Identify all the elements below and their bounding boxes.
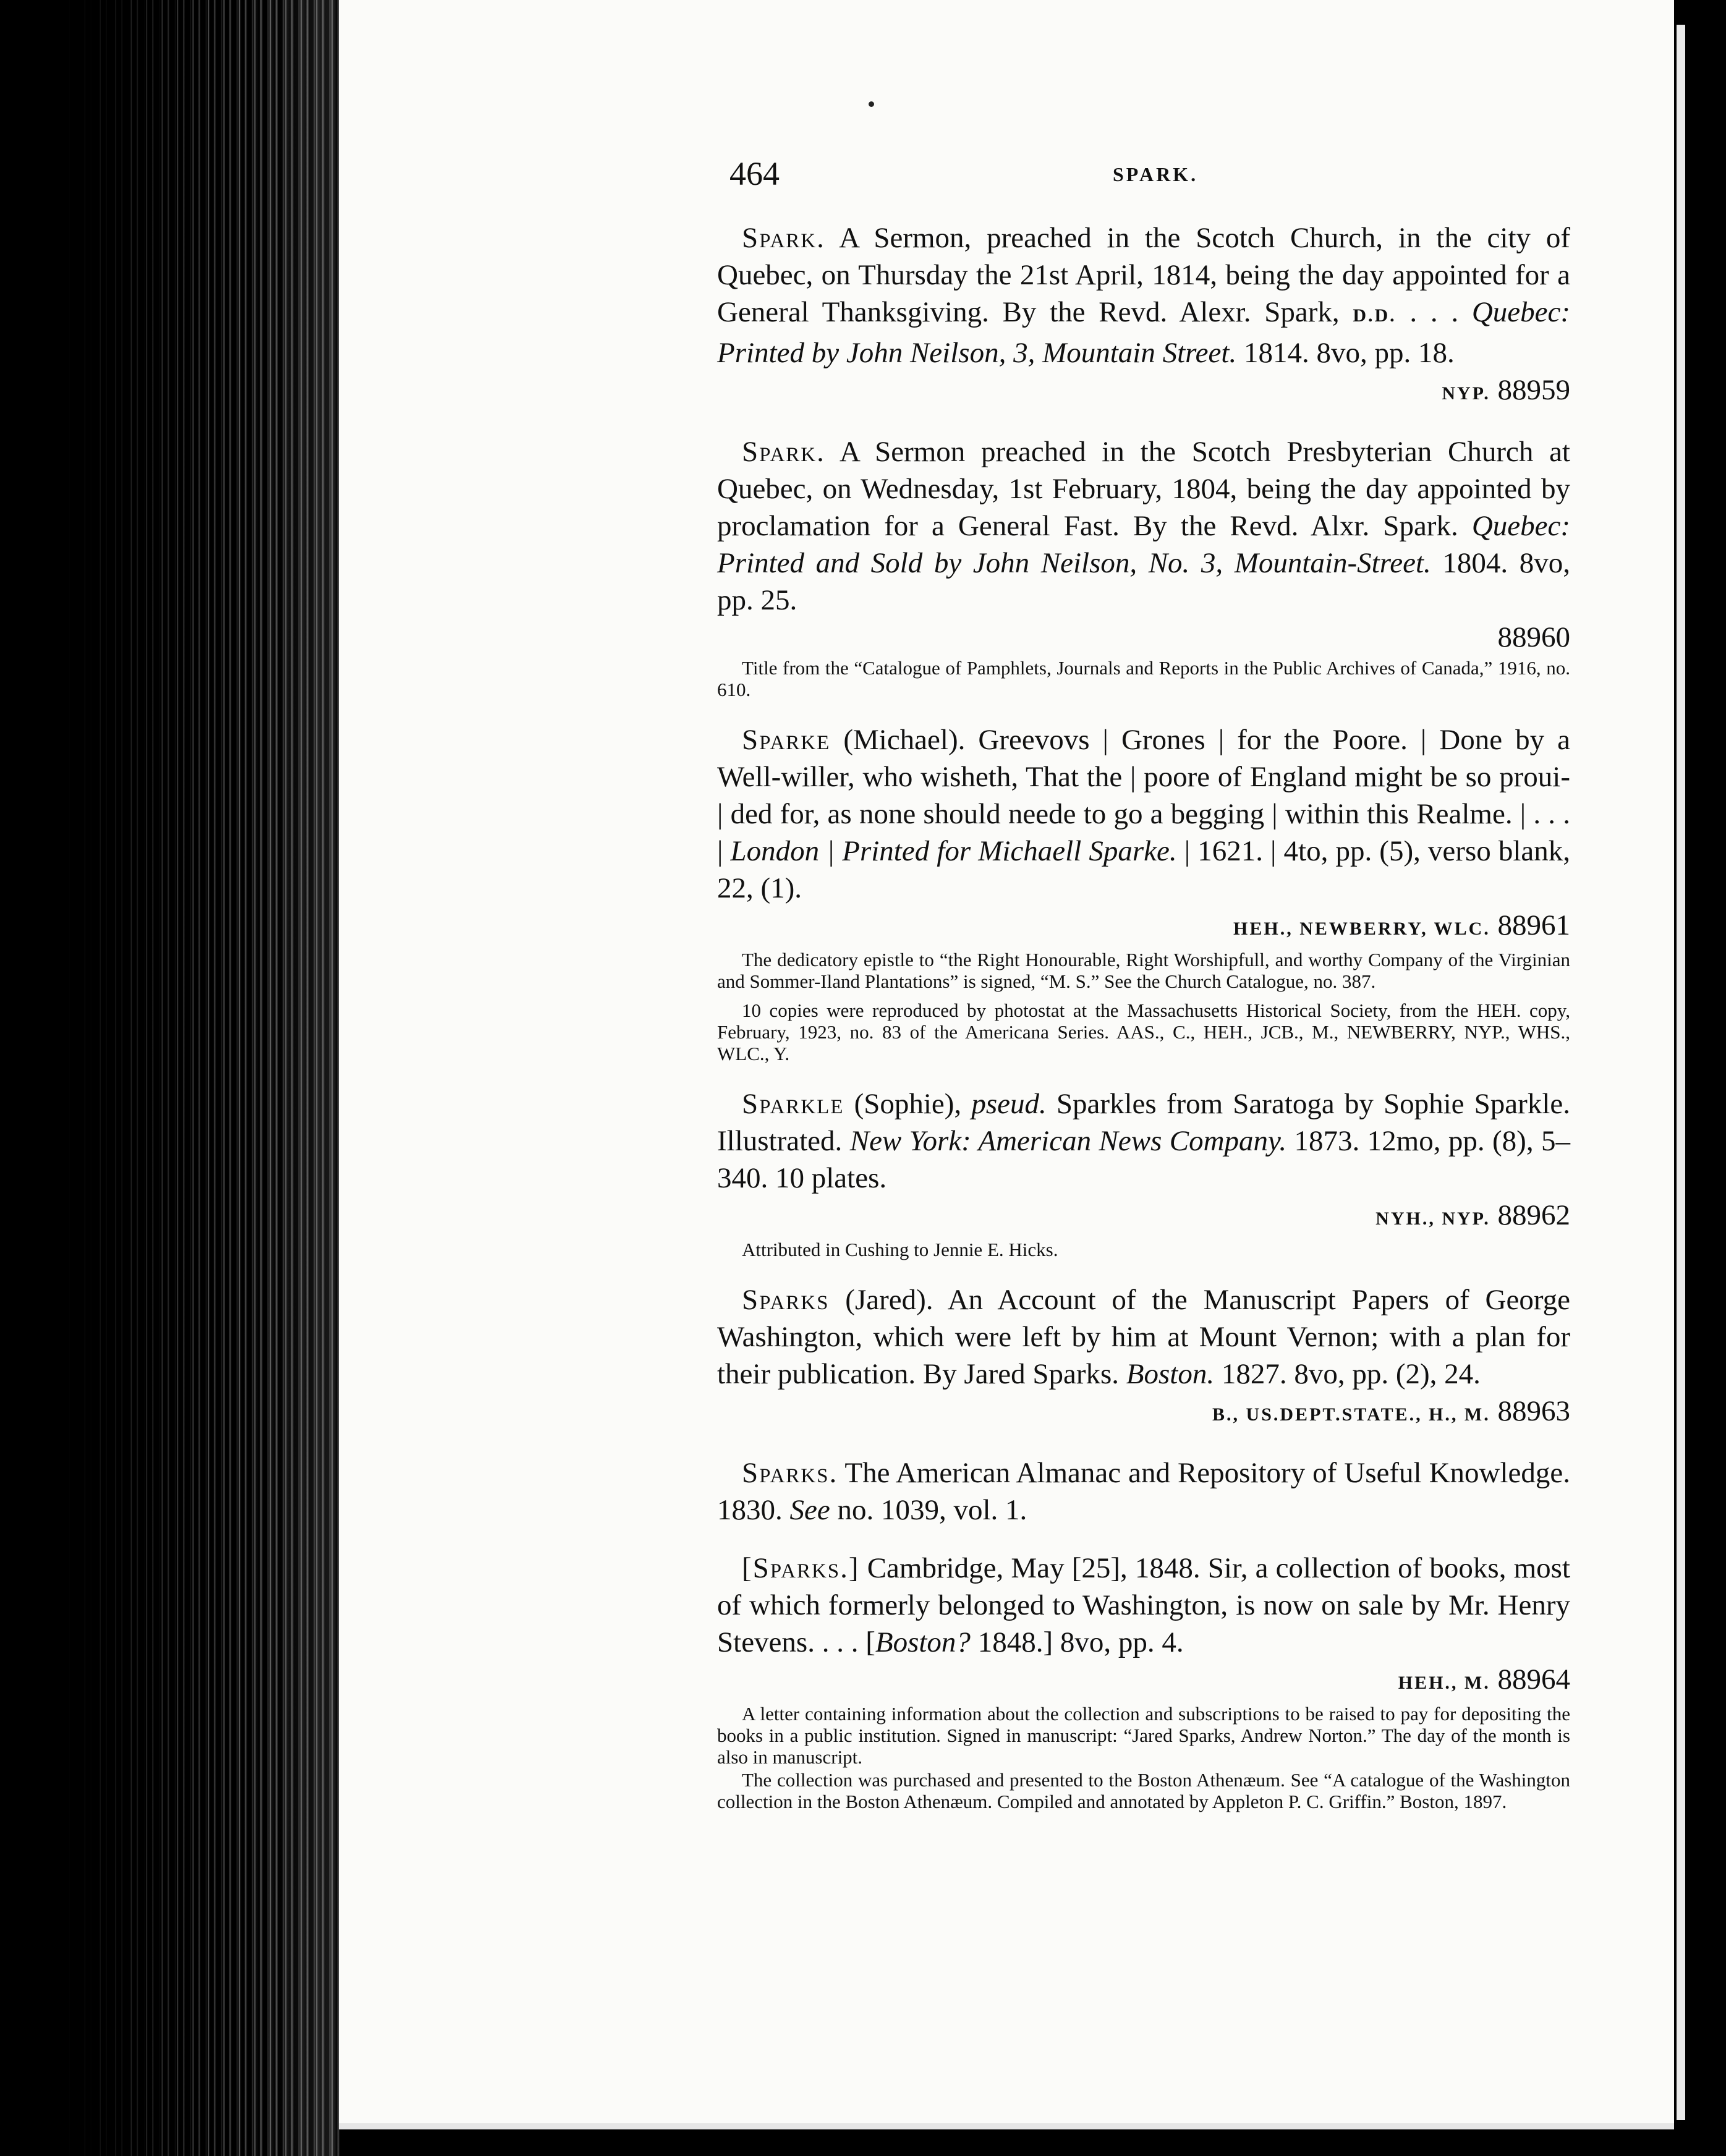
entry-number: 88961: [1497, 909, 1570, 941]
entry-locations: NYP.: [1442, 383, 1490, 404]
bibliography-entry: [717, 433, 1570, 700]
entry-note: Attributed in Cushing to Jennie E. Hicks.: [742, 1239, 1058, 1260]
bibliography-entry: [717, 721, 1570, 1064]
entry-locations: NYH., NYP.: [1375, 1208, 1490, 1229]
entry-body: A Sermon preached in the Scotch Presbyterian Church at Quebec, on Wednesday, 1st February, 1804, being the day appointed by proclamation for a General Fast. By the Revd. Alxr. Spark.: [717, 436, 1570, 542]
entry-imprint: Boston?: [875, 1626, 971, 1658]
entry-collation: 1848.] 8vo, pp. 4.: [970, 1626, 1184, 1658]
entry-imprint: Boston.: [1126, 1358, 1215, 1390]
entry-number: 88960: [1497, 621, 1570, 653]
entry-heading: [Sparks.]: [742, 1552, 860, 1584]
entry-body: The American Almanac and Repository of Useful Knowledge. 1830.: [717, 1457, 1570, 1526]
entry-note: Title from the “Catalogue of Pamphlets, Journals and Reports in the Public Archives of Canada,” 1916, no. 610.: [717, 657, 1570, 700]
entry-heading: Sparke: [742, 724, 831, 756]
entry-degree: D.D.: [1353, 305, 1397, 326]
entry-imprint: London | Printed for Michaell Sparke.: [730, 835, 1177, 867]
entry-imprint: Quebec: Printed and Sold by John Neilson, No. 3, Mountain-Street.: [717, 510, 1570, 579]
entry-collation: 1873. 12mo, pp. (8), 5–340. 10 plates.: [717, 1125, 1570, 1194]
entry-number: 88962: [1497, 1199, 1570, 1231]
entry-heading: Spark.: [742, 436, 825, 468]
entry-body-cont: Sparkles from Saratoga by Sophie Sparkle. Illustrated.: [717, 1088, 1570, 1157]
entry-text: [717, 433, 1570, 619]
entry-body: Cambridge, May [25], 1848. Sir, a collection of books, most of which formerly belonged to Washington, is now on sale by Mr. Henry Stevens. . . . [: [717, 1552, 1570, 1658]
bibliography-entry: [717, 1281, 1570, 1433]
entry-text: [717, 1550, 1570, 1661]
entry-text: [717, 1454, 1570, 1529]
entry-location-line: [717, 1661, 1570, 1702]
entry-text: [717, 1281, 1570, 1393]
entry-heading: Sparks.: [742, 1457, 838, 1489]
entry-collation: 1827. 8vo, pp. (2), 24.: [1214, 1358, 1481, 1390]
page-header: [729, 155, 1570, 192]
entry-body: A Sermon, preached in the Scotch Church, in the city of Quebec, on Thursday the 21st April, 1814, being the day appointed for a General Thanksgiving. By the Revd. Alexr. Spark,: [717, 222, 1570, 328]
book-fore-edge: [0, 0, 346, 2156]
entry-collation: 1804. 8vo, pp. 25.: [717, 547, 1571, 616]
entry-body-tail: . . .: [1396, 296, 1472, 328]
bibliography-entry: [717, 1454, 1570, 1529]
page-text: [717, 219, 1570, 1833]
entry-see: See: [789, 1494, 830, 1526]
entry-heading: Spark.: [742, 222, 825, 254]
entry-collation: | 1621. | 4to, pp. (5), verso blank, 22, (1).: [717, 835, 1570, 904]
entry-number: 88963: [1497, 1395, 1570, 1427]
entry-note: A letter containing information about the collection and subscriptions to be raised to pay for depositing the books in a public institution. Signed in manuscript: “Jared Sparks, Andrew Norton.” The day of the month is also in manuscript.: [717, 1703, 1570, 1768]
facing-page-edge: [1677, 25, 1685, 2120]
entry-location-line: [717, 907, 1570, 948]
entry-text: [717, 1085, 1570, 1197]
page-number: 464: [729, 155, 780, 192]
entry-note: 10 copies were reproduced by photostat at the Massachusetts Historical Society, from the HEH. copy, February, 1923, no. 83 of the Americana Series. AAS., C., HEH., JCB., M., NEWBERRY, NYP., WHS., WLC., Y.: [717, 999, 1570, 1064]
entry-heading: Sparkle: [742, 1088, 844, 1120]
entry-locations: HEH., NEWBERRY, WLC.: [1233, 919, 1490, 939]
entry-text: [717, 721, 1570, 907]
running-head: SPARK.: [1113, 163, 1199, 185]
entry-body: (Sophie),: [844, 1088, 972, 1120]
entry-number: 88964: [1497, 1663, 1570, 1696]
bibliography-entry: [717, 1550, 1570, 1812]
entry-imprint: New York: American News Company.: [849, 1125, 1287, 1157]
entry-note: The dedicatory epistle to “the Right Honourable, Right Worshipfull, and worthy Company of the Virginian and Sommer-Iland Plantations” is signed, “M. S.” See the Church Catalogue, no. 387.: [717, 949, 1570, 992]
entry-number: 88959: [1497, 374, 1570, 406]
bibliography-entry: [717, 1085, 1570, 1260]
entry-locations: HEH., M.: [1398, 1673, 1490, 1693]
ink-speck: [869, 101, 874, 107]
bibliography-entry: [717, 219, 1570, 412]
entry-body: (Michael). Greevovs | Grones | for the Poore. | Done by a Well-willer, who wisheth, That the | poore of England might be so proui- | ded for, as none should neede to go a begging | within this Realme. | . . . |: [717, 724, 1570, 867]
entry-location-line: [717, 1197, 1570, 1237]
entry-location-line: [717, 619, 1570, 656]
entry-text: [717, 219, 1570, 371]
entry-location-line: [717, 1393, 1570, 1433]
entry-locations: B., US.DEPT.STATE., H., M.: [1212, 1404, 1490, 1425]
entry-note: The collection was purchased and presented to the Boston Athenæum. See “A catalogue of the Washington collection in the Boston Athenæum. Compiled and annotated by Appleton P. C. Griffin.” Boston, 1897.: [717, 1769, 1570, 1812]
entry-collation: 1814. 8vo, pp. 18.: [1236, 337, 1455, 369]
entry-imprint: Quebec: Printed by John Neilson, 3, Mountain Street.: [717, 296, 1570, 369]
entry-location-line: [717, 371, 1570, 412]
entry-pseud: pseud.: [971, 1088, 1047, 1120]
entry-body: (Jared). An Account of the Manuscript Papers of George Washington, which were left by him at Mount Vernon; with a plan for their publication. By Jared Sparks.: [717, 1284, 1570, 1390]
entry-collation: no. 1039, vol. 1.: [830, 1494, 1027, 1526]
entry-heading: Sparks: [742, 1284, 830, 1316]
